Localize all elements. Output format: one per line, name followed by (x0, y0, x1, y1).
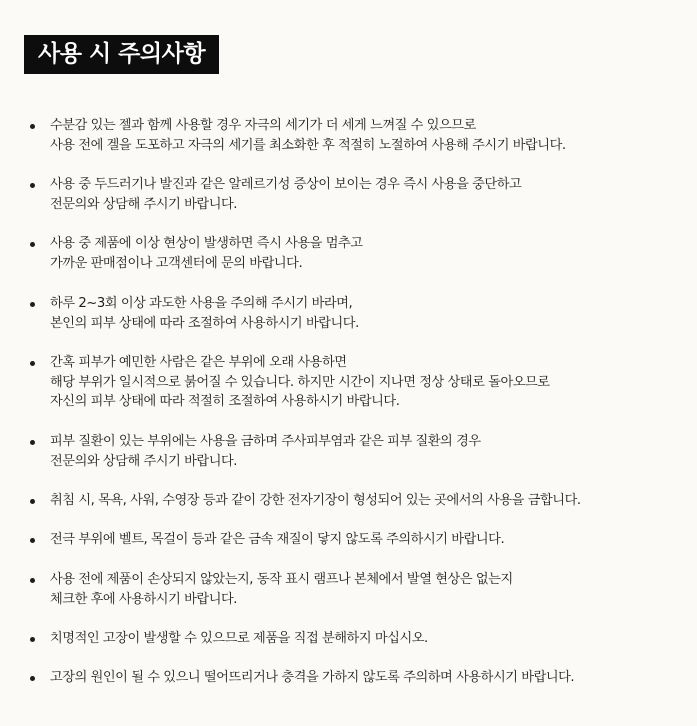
caution-item (30, 570, 690, 609)
bullet-icon (30, 440, 35, 445)
bullet-icon (30, 676, 35, 681)
caution-item (30, 491, 690, 511)
caution-text-line: 사용 중 제품에 이상 현상이 발생하면 즉시 사용을 멈추고 (50, 236, 363, 251)
caution-item (30, 530, 690, 550)
bullet-icon (30, 578, 35, 583)
caution-text-line: 체크한 후에 사용하시기 바랍니다. (50, 591, 238, 607)
caution-text-line: 전극 부위에 벨트, 목걸이 등과 같은 금속 재질이 닿지 않도록 주의하시기 바랍니다. (50, 532, 505, 547)
bullet-icon (30, 124, 35, 129)
caution-text-line: 자신의 피부 상태에 따라 적절히 조절하여 사용하시기 바랍니다. (50, 394, 400, 409)
caution-text-line: 취침 시, 목욕, 사워, 수영장 등과 같이 강한 전자기장이 형성되어 있는 곳에서의 사용을 금합니다. (50, 493, 581, 508)
caution-text-line: 간혹 피부가 예민한 사람은 같은 부위에 오래 사용하면 (50, 355, 347, 370)
bullet-icon (30, 242, 35, 247)
caution-item (30, 629, 690, 649)
caution-text-line: 전문의와 상담해 주시기 바랍니다. (50, 196, 238, 212)
caution-text-line: 본인의 피부 상태에 따라 조절하여 사용하시기 바랍니다. (50, 315, 359, 331)
caution-text-line: 치명적인 고장이 발생할 수 있으므로 제품을 직접 분해하지 마십시오. (50, 631, 428, 646)
bullet-icon (30, 361, 35, 366)
caution-item (30, 353, 690, 412)
caution-text-line: 해당 부위가 일시적으로 붉어질 수 있습니다. 하지만 시간이 지나면 정상 상태로 돌아오므로 (50, 374, 550, 390)
caution-item (30, 175, 690, 214)
caution-text-line: 수분감 있는 젤과 함께 사용할 경우 자극의 세기가 더 세게 느껴질 수 있으므로 (50, 118, 476, 133)
caution-text-line: 피부 질환이 있는 부위에는 사용을 금하며 주사피부염과 같은 피부 질환의 경우 (50, 434, 481, 449)
bullet-icon (30, 183, 35, 188)
page-title: 사용 시 주의사항 (24, 35, 219, 74)
caution-item (30, 294, 690, 333)
caution-item (30, 234, 690, 273)
bullet-icon (30, 538, 35, 543)
caution-item (30, 432, 690, 471)
bullet-icon (30, 302, 35, 307)
caution-text-line: 전문의와 상담해 주시기 바랍니다. (50, 453, 238, 469)
bullet-icon (30, 637, 35, 642)
caution-text-line: 고장의 원인이 될 수 있으니 떨어뜨리거나 충격을 가하지 않도록 주의하며 사용하시기 바랍니다. (50, 670, 575, 685)
caution-text-line: 가까운 판매점이나 고객센터에 문의 바랍니다. (50, 255, 303, 271)
bullet-icon (30, 499, 35, 504)
caution-text-line: 사용 전에 제품이 손상되지 않았는지, 동작 표시 램프나 본체에서 발열 현상은 없는지 (50, 572, 513, 587)
caution-text-line: 사용 전에 겔을 도포하고 자극의 세기를 최소화한 후 적절히 노절하여 사용해 주시기 바랍니다. (50, 137, 566, 153)
caution-item (30, 668, 690, 688)
caution-text-line: 하루 2~3회 이상 과도한 사용을 주의해 주시기 바라며, (50, 296, 353, 311)
caution-item (30, 116, 690, 155)
caution-text-line: 사용 중 두드러기나 발진과 같은 알레르기성 증상이 보이는 경우 즉시 사용을 중단하고 (50, 177, 522, 192)
